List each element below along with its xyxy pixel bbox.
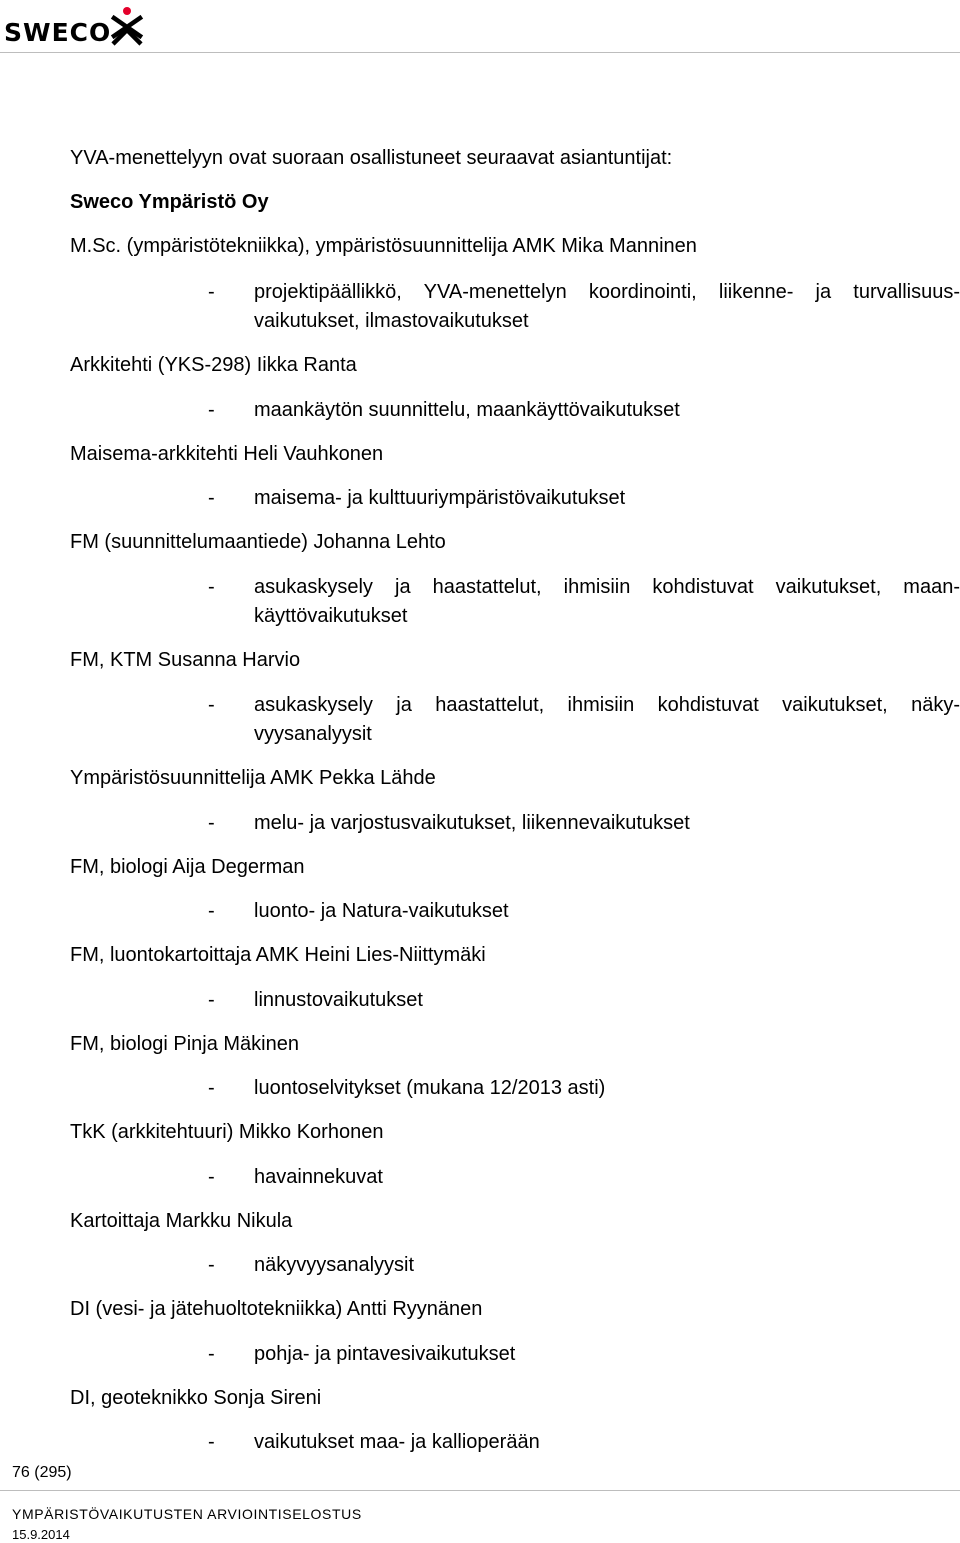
expert-role — [208, 691, 960, 749]
role-text: havainnekuvat — [254, 1166, 383, 1188]
role-text: näkyvyysanalyysit — [254, 1254, 415, 1276]
bullet-dash: - — [208, 1254, 215, 1276]
role-text: maisema- ja kulttuuriympäristövaikutukset — [254, 487, 626, 509]
expert-name: Arkkitehti (YKS-298) Iikka Ranta — [70, 354, 357, 376]
bullet-dash: - — [208, 1343, 215, 1365]
bullet-dash: - — [208, 281, 215, 303]
bullet-dash: - — [208, 989, 215, 1011]
role-text: vaikutukset maa- ja kallioperään — [254, 1431, 540, 1453]
role-text: luontoselvitykset (mukana 12/2013 asti) — [254, 1077, 606, 1099]
expert-name: FM, biologi Aija Degerman — [70, 856, 305, 878]
header-divider — [0, 52, 960, 53]
role-text: asukaskysely ja haastattelut, ihmisiin kohdistuvat vaikutukset, maan-käyttövaikutukset — [254, 576, 960, 627]
sweco-logo — [4, 6, 154, 50]
expert-name: Ympäristösuunnittelija AMK Pekka Lähde — [70, 767, 436, 789]
sweco-symbol-icon — [110, 6, 146, 46]
bullet-dash: - — [208, 1431, 215, 1453]
expert-name: FM, KTM Susanna Harvio — [70, 649, 301, 671]
bullet-dash: - — [208, 900, 215, 922]
expert-role — [208, 1251, 960, 1280]
expert-role — [208, 897, 960, 926]
expert-role — [208, 1074, 960, 1103]
expert-role — [208, 1340, 960, 1369]
bullet-dash: - — [208, 1077, 215, 1099]
document-date: 15.9.2014 — [12, 1527, 70, 1542]
expert-role — [208, 809, 960, 838]
role-text: asukaskysely ja haastattelut, ihmisiin kohdistuvat vaikutukset, näky-vyysanalyysit — [254, 694, 960, 745]
expert-name: DI (vesi- ja jätehuoltotekniikka) Antti Ryynänen — [70, 1298, 483, 1320]
expert-name: FM, luontokartoittaja AMK Heini Lies-Niittymäki — [70, 944, 486, 966]
expert-name: FM, biologi Pinja Mäkinen — [70, 1033, 299, 1055]
role-text: melu- ja varjostusvaikutukset, liikennevaikutukset — [254, 812, 690, 834]
expert-role — [208, 278, 960, 336]
expert-role — [208, 986, 960, 1015]
expert-name: FM (suunnittelumaantiede) Johanna Lehto — [70, 531, 446, 553]
expert-role — [208, 1428, 960, 1457]
role-text: maankäytön suunnittelu, maankäyttövaikutukset — [254, 399, 680, 421]
bullet-dash: - — [208, 694, 215, 716]
logo-text: SWECO — [4, 18, 112, 47]
expert-role — [208, 1163, 960, 1192]
expert-name: M.Sc. (ympäristötekniikka), ympäristösuunnittelija AMK Mika Manninen — [70, 235, 697, 257]
document-title: YMPÄRISTÖVAIKUTUSTEN ARVIOINTISELOSTUS — [12, 1506, 362, 1522]
role-text: projektipäällikkö, YVA-menettelyn koordinointi, liikenne- ja turvallisuus-vaikutukset, ilmastovaikutukset — [254, 281, 960, 332]
expert-role — [208, 484, 960, 513]
bullet-dash: - — [208, 487, 215, 509]
role-text: pohja- ja pintavesivaikutukset — [254, 1343, 516, 1365]
intro-text: YVA-menettelyyn ovat suoraan osallistuneet seuraavat asiantuntijat: — [70, 147, 673, 169]
expert-role — [208, 396, 960, 425]
expert-name: Kartoittaja Markku Nikula — [70, 1210, 293, 1232]
bullet-dash: - — [208, 812, 215, 834]
bullet-dash: - — [208, 576, 215, 598]
footer-divider — [0, 1490, 960, 1491]
role-text: linnustovaikutukset — [254, 989, 423, 1011]
page-number: 76 (295) — [12, 1464, 72, 1481]
role-text: luonto- ja Natura-vaikutukset — [254, 900, 509, 922]
bullet-dash: - — [208, 399, 215, 421]
expert-name: DI, geoteknikko Sonja Sireni — [70, 1387, 322, 1409]
expert-name: TkK (arkkitehtuuri) Mikko Korhonen — [70, 1121, 384, 1143]
bullet-dash: - — [208, 1166, 215, 1188]
expert-name: Maisema-arkkitehti Heli Vauhkonen — [70, 443, 384, 465]
expert-role — [208, 573, 960, 631]
company-name: Sweco Ympäristö Oy — [70, 191, 269, 213]
